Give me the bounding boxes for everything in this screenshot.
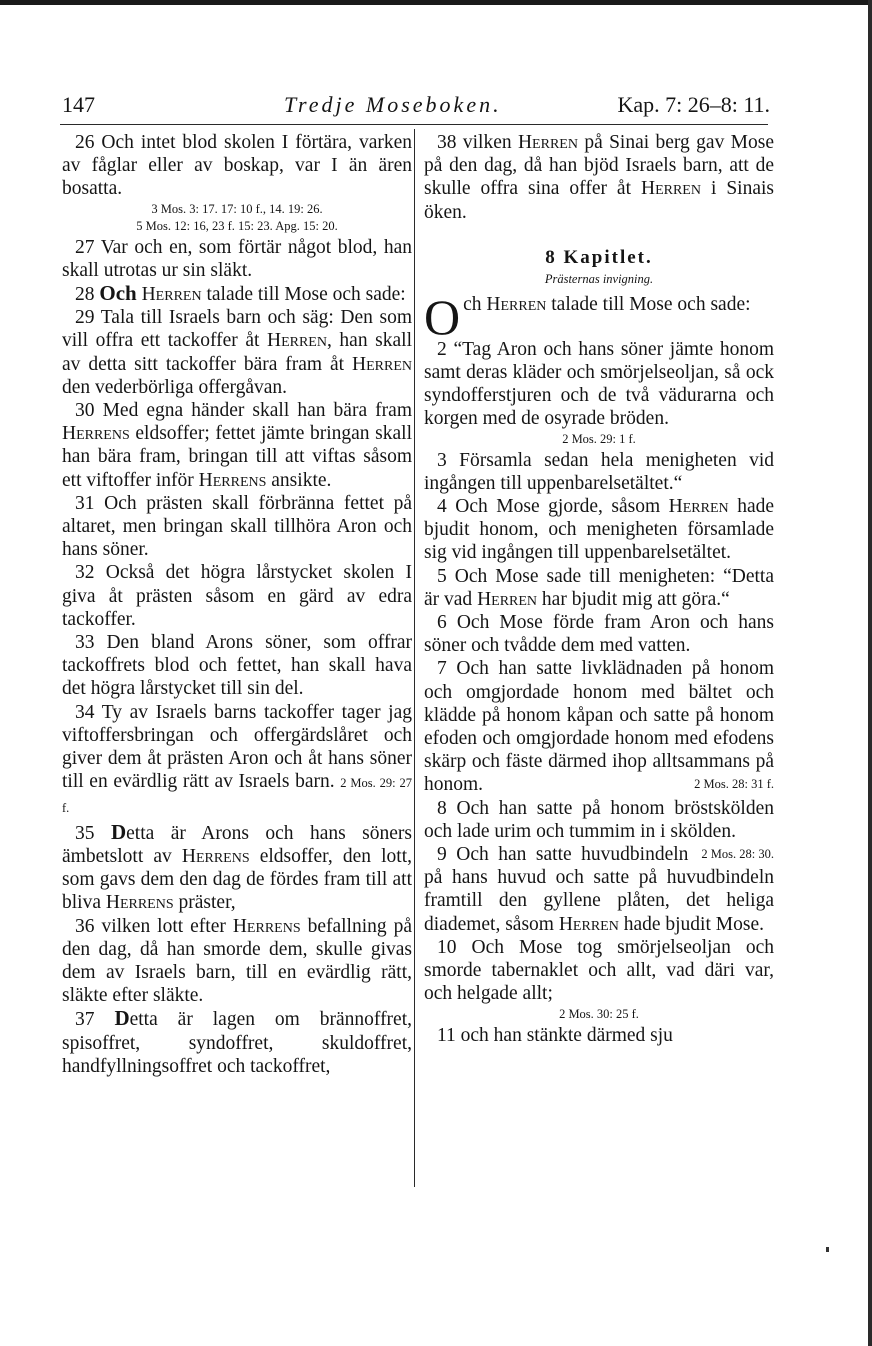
verse-number: 10 xyxy=(437,936,457,958)
column-divider xyxy=(414,129,415,1187)
divine-name: Herrens xyxy=(181,845,250,867)
divine-name: Herren xyxy=(640,178,701,200)
verse-text: hade bjudit Mose. xyxy=(623,913,764,935)
verse-number: 31 xyxy=(75,492,95,514)
cross-reference: 5 Mos. 12: 16, 23 f. 15: 23. Apg. 15: 20. xyxy=(136,218,338,233)
verse-31 xyxy=(62,492,412,562)
verse-32 xyxy=(62,561,412,631)
divine-name: Herrens xyxy=(198,469,267,491)
verse-11 xyxy=(424,1024,774,1047)
verse-text: “Tag Aron och hans söner jämte honom samt deras kläder och smörjelseoljan, så ock syndofferstjuren och de två vädurarna och korgen med de osyrade bröden. xyxy=(424,338,774,430)
verse-text: präster, xyxy=(178,892,236,914)
verse-7 xyxy=(424,657,774,796)
verse-number: 38 xyxy=(437,132,457,153)
verse-number: 9 xyxy=(437,844,447,866)
page-number: 147 xyxy=(62,92,95,117)
verse-37 xyxy=(62,1007,412,1078)
verse-number: 8 xyxy=(437,797,447,819)
verse-number: 32 xyxy=(75,562,95,584)
verse-text: Också det högra lårstycket skolen I giva åt prästen såsom en gärd av edra tackoffer. xyxy=(62,562,412,630)
right-border xyxy=(868,0,872,1346)
verse-8 xyxy=(424,797,774,862)
verse-number: 11 xyxy=(437,1024,456,1046)
book-title: Tredje Moseboken. xyxy=(284,92,502,117)
cross-reference: 2 Mos. 30: 25 f. xyxy=(559,1006,639,1021)
drop-cap: O xyxy=(424,288,461,345)
verse-text: Församla sedan hela menigheten vid ingången till uppenbarelsetältet.“ xyxy=(424,449,775,494)
verse-4 xyxy=(424,495,774,565)
verse-28 xyxy=(62,282,412,306)
verse-text: Tala till Israels barn och säg: Den som vill offra ett tackoffer åt xyxy=(62,307,412,352)
verse-text: eldsoffer, den lott, som gavs dem den dag de fördes fram till att bliva xyxy=(62,845,413,914)
verse-text: i Sinais öken. xyxy=(424,178,774,223)
verse-number: 37 xyxy=(75,1009,95,1031)
section-initial: Och xyxy=(99,281,137,306)
speck-mark xyxy=(826,1247,829,1252)
verse-number: 26 xyxy=(75,132,95,153)
divine-name: Herren xyxy=(352,353,413,375)
chapter-reference: Kap. 7: 26–8: 11. xyxy=(617,92,770,117)
verse-text: Och Mose sade till menigheten: “Detta är vad xyxy=(424,565,774,610)
verse-text: Och han satte på honom bröstskölden och lade urim och tummim in i skölden. xyxy=(424,797,774,842)
verse-text: den vederbörliga offergåvan. xyxy=(62,376,288,398)
verse-number: 5 xyxy=(437,565,447,587)
verse-2 xyxy=(424,338,774,431)
verse-text: har bjudit mig att göra.“ xyxy=(541,588,730,610)
verse-text: etta är Arons och hans söners ämbetslott av xyxy=(62,822,412,867)
verse-text: ansikte. xyxy=(271,469,332,491)
verse-text: och han stänkte därmed sju xyxy=(460,1024,673,1046)
verse-number: 28 xyxy=(75,284,95,306)
verse-number: 7 xyxy=(437,658,447,680)
verse-text: befallning på den dag, då han smorde dem, skulle givas dem av Israels barn, till en evärdlig rätt, släkte efter släkte. xyxy=(62,915,413,1007)
verse-number: 35 xyxy=(75,822,95,844)
cross-reference: 2 Mos. 29: 1 f. xyxy=(562,431,636,446)
right-column xyxy=(424,131,774,1047)
cross-reference: 2 Mos. 28: 30. xyxy=(701,847,774,862)
verse-text: hade bjudit honom, och menigheten församlade sig vid ingången till uppenbarelsetältet. xyxy=(424,496,774,564)
verse-29 xyxy=(62,306,412,399)
verse-text: Och han satte livklädnaden på honom och omgjordade honom med bältet och klädde på honom kåpan och satte på honom efoden och omgjordade honom med efodens skärp och fäste därmed ihop alltsammans på honom. xyxy=(424,658,775,796)
verse-27 xyxy=(62,236,412,282)
verse-number: 30 xyxy=(75,400,95,422)
verse-5 xyxy=(424,565,774,611)
divine-name: Herrens xyxy=(62,423,130,445)
verse-text: vilken lott efter xyxy=(101,915,226,937)
verse-number: 6 xyxy=(437,612,447,634)
verse-number: 4 xyxy=(437,496,447,518)
verse-text: ch xyxy=(463,293,482,315)
verse-number: 29 xyxy=(75,307,95,329)
top-border xyxy=(0,0,872,5)
divine-name: Herren xyxy=(267,330,327,352)
verse-number: 3 xyxy=(437,449,447,471)
verse-26 xyxy=(62,131,412,201)
cross-reference: 3 Mos. 3: 17. 17: 10 f., 14. 19: 26. xyxy=(151,201,323,216)
verse-text: , han skall av detta sitt tackoffer bära fram åt xyxy=(62,330,412,375)
divine-name: Herren xyxy=(668,496,729,518)
chapter-heading: 8 Kapitlet. xyxy=(545,246,653,268)
verse-text: etta är lagen om brännoffret, spisoffret, syndoffret, skuldoffret, handfyllningsoffret och tackoffret, xyxy=(62,1009,412,1077)
verse-text: Och han satte huvudbindeln på hans huvud och satte på huvudbindeln framtill den gyllene plåten, det heliga diademet, såsom xyxy=(424,844,774,935)
verse-38 xyxy=(424,131,774,224)
verse-number: 34 xyxy=(75,701,95,723)
verse-text: Och Mose gjorde, såsom xyxy=(455,496,661,518)
verse-text: Och intet blod skolen I förtära, varken av fåglar eller av boskap, var I än ären bosatta. xyxy=(62,132,413,200)
section-initial: D xyxy=(114,1006,130,1031)
verse-text: Och Mose tog smörjelseoljan och smorde tabernaklet och allt, vad däri var, och helgade allt; xyxy=(424,936,775,1005)
verse-text: talade till Mose och sade: xyxy=(551,293,751,315)
verse-text: Ty av Israels barns tackoffer tager jag viftoffersbringan och offergärdslåret och giver dem åt prästen Aron och åt hans söner till en evärdlig rätt av Israels barn. xyxy=(62,701,412,793)
page-header xyxy=(62,90,770,120)
verse-33 xyxy=(62,631,412,701)
chapter-subtitle: Prästernas invigning. xyxy=(544,271,654,286)
verse-text: eldsoffer; fettet jämte bringan skall han bära fram, bringan till att viftas såsom ett viftoffer inför xyxy=(62,423,412,491)
divine-name: Herren xyxy=(517,132,578,153)
verse-6 xyxy=(424,611,774,657)
cross-reference: 2 Mos. 28: 31 f. xyxy=(694,777,774,792)
left-column xyxy=(62,131,412,1078)
verse-35 xyxy=(62,821,412,915)
verse-number: 33 xyxy=(75,632,95,654)
divine-name: Herren xyxy=(141,284,202,306)
header-rule xyxy=(60,124,768,125)
divine-name: Herren xyxy=(477,588,538,610)
verse-text: Med egna händer skall han bära fram xyxy=(102,400,412,422)
divine-name: Herren xyxy=(486,293,547,315)
verse-number: 27 xyxy=(75,236,95,258)
verse-text: Och Mose förde fram Aron och hans söner och tvådde dem med vatten. xyxy=(424,612,775,657)
verse-text: vilken xyxy=(462,132,512,153)
verse-text: talade till Mose och sade: xyxy=(206,284,406,306)
verse-text: Var och en, som förtär något blod, han skall utrotas ur sin släkt. xyxy=(62,236,412,281)
divine-name: Herrens xyxy=(232,915,301,937)
divine-name: Herrens xyxy=(105,892,174,914)
verse-text: Den bland Arons söner, som offrar tackoffrets blod och fettet, han skall hava det högra lårstycket till sin del. xyxy=(62,632,413,700)
verse-number: 36 xyxy=(75,915,95,937)
verse-34 xyxy=(62,701,412,821)
verse-number: 2 xyxy=(437,338,447,360)
cross-reference: 2 Mos. 29: 27 f. xyxy=(62,776,412,816)
verse-36 xyxy=(62,915,412,1008)
verse-3 xyxy=(424,449,774,495)
verse-text: på Sinai berg gav Mose på den dag, då han bjöd Israels barn, att de skulle offra sina offer åt xyxy=(424,132,775,200)
verse-10 xyxy=(424,936,774,1006)
divine-name: Herren xyxy=(558,913,619,935)
verse-text: Och prästen skall förbränna fettet på altaret, men bringan skall tillhöra Aron och hans söner. xyxy=(62,492,412,561)
section-initial: D xyxy=(110,819,127,844)
verse-30 xyxy=(62,399,412,492)
verse-1 xyxy=(424,288,774,345)
